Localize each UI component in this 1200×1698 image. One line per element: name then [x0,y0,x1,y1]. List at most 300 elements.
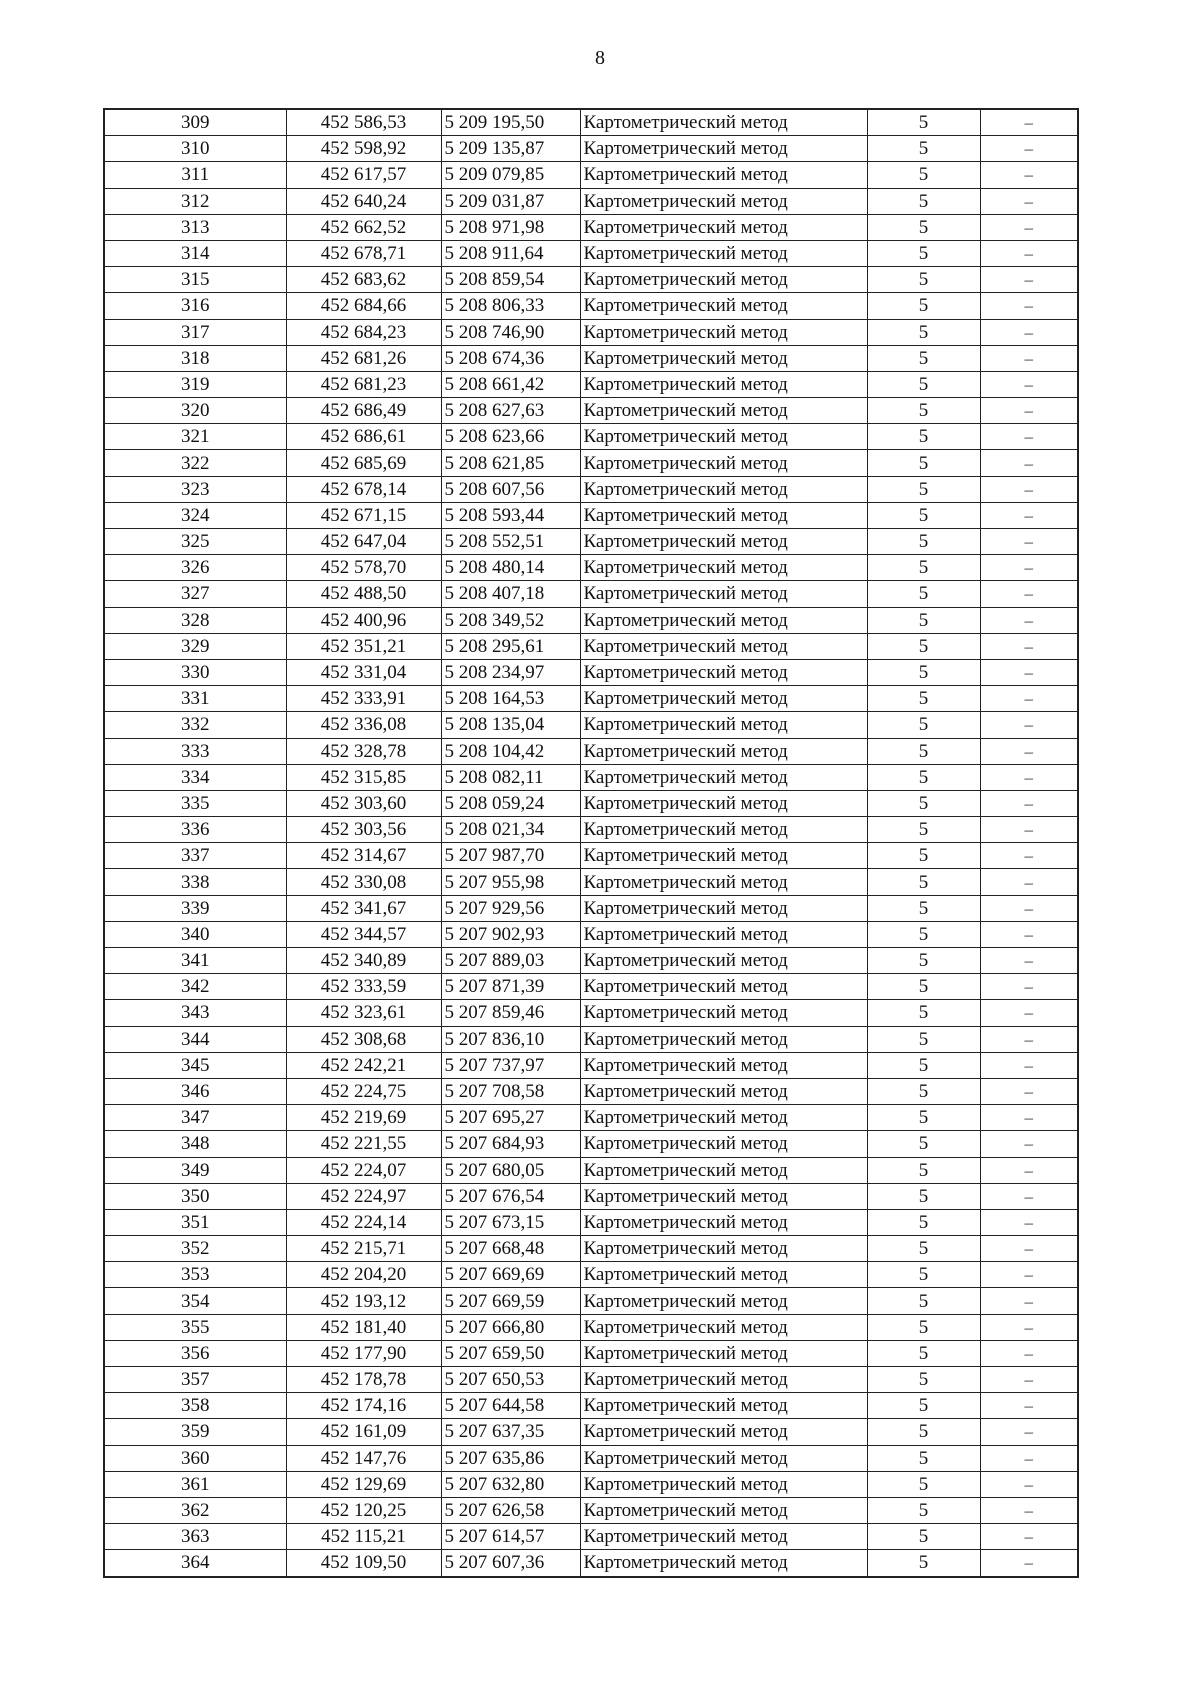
note-cell: – [980,790,1078,816]
method-cell: Картометрический метод [580,450,867,476]
note-cell: – [980,136,1078,162]
coordinate-x-cell: 452 193,12 [286,1288,441,1314]
point-number-cell: 310 [104,136,286,162]
note-cell: – [980,817,1078,843]
table-row [104,607,1078,633]
coordinate-y-cell: 5 209 031,87 [441,188,580,214]
coordinate-y-cell: 5 208 746,90 [441,319,580,345]
table-row [104,555,1078,581]
coordinate-y-cell: 5 208 806,33 [441,293,580,319]
coordinate-x-cell: 452 684,23 [286,319,441,345]
point-number-cell: 333 [104,738,286,764]
accuracy-cell: 5 [867,1550,980,1577]
note-cell: – [980,398,1078,424]
accuracy-cell: 5 [867,1314,980,1340]
point-number-cell: 334 [104,764,286,790]
accuracy-cell: 5 [867,267,980,293]
accuracy-cell: 5 [867,1445,980,1471]
coordinate-y-cell: 5 207 669,69 [441,1262,580,1288]
coordinate-y-cell: 5 207 644,58 [441,1393,580,1419]
note-cell: – [980,921,1078,947]
note-cell: – [980,581,1078,607]
method-cell: Картометрический метод [580,555,867,581]
coordinate-y-cell: 5 207 708,58 [441,1078,580,1104]
coordinate-x-cell: 452 178,78 [286,1367,441,1393]
table-row [104,214,1078,240]
note-cell: – [980,738,1078,764]
method-cell: Картометрический метод [580,109,867,136]
table-row [104,921,1078,947]
accuracy-cell: 5 [867,450,980,476]
note-cell: – [980,319,1078,345]
table-row [104,1393,1078,1419]
point-number-cell: 335 [104,790,286,816]
method-cell: Картометрический метод [580,633,867,659]
coordinate-y-cell: 5 208 059,24 [441,790,580,816]
point-number-cell: 319 [104,371,286,397]
coordinate-y-cell: 5 207 669,59 [441,1288,580,1314]
coordinate-y-cell: 5 209 195,50 [441,109,580,136]
point-number-cell: 337 [104,843,286,869]
note-cell: – [980,293,1078,319]
point-number-cell: 322 [104,450,286,476]
point-number-cell: 326 [104,555,286,581]
accuracy-cell: 5 [867,1419,980,1445]
accuracy-cell: 5 [867,1209,980,1235]
table-row [104,1471,1078,1497]
table-row [104,188,1078,214]
point-number-cell: 329 [104,633,286,659]
point-number-cell: 349 [104,1157,286,1183]
method-cell: Картометрический метод [580,1183,867,1209]
coordinate-y-cell: 5 207 632,80 [441,1471,580,1497]
note-cell: – [980,712,1078,738]
coordinate-x-cell: 452 181,40 [286,1314,441,1340]
coordinate-x-cell: 452 315,85 [286,764,441,790]
coordinate-y-cell: 5 208 164,53 [441,686,580,712]
coordinate-x-cell: 452 681,23 [286,371,441,397]
table-row [104,502,1078,528]
note-cell: – [980,1131,1078,1157]
note-cell: – [980,214,1078,240]
point-number-cell: 328 [104,607,286,633]
accuracy-cell: 5 [867,1183,980,1209]
method-cell: Картометрический метод [580,1209,867,1235]
method-cell: Картометрический метод [580,1052,867,1078]
note-cell: – [980,1209,1078,1235]
method-cell: Картометрический метод [580,869,867,895]
point-number-cell: 313 [104,214,286,240]
table-row [104,790,1078,816]
method-cell: Картометрический метод [580,1105,867,1131]
page-number: 8 [595,47,605,69]
table-row [104,1157,1078,1183]
accuracy-cell: 5 [867,162,980,188]
point-number-cell: 363 [104,1524,286,1550]
coordinate-x-cell: 452 147,76 [286,1445,441,1471]
point-number-cell: 342 [104,974,286,1000]
accuracy-cell: 5 [867,1524,980,1550]
table-row [104,450,1078,476]
accuracy-cell: 5 [867,371,980,397]
method-cell: Картометрический метод [580,1000,867,1026]
coordinate-x-cell: 452 333,91 [286,686,441,712]
accuracy-cell: 5 [867,529,980,555]
coordinate-x-cell: 452 323,61 [286,1000,441,1026]
coordinate-y-cell: 5 207 673,15 [441,1209,580,1235]
method-cell: Картометрический метод [580,581,867,607]
coordinate-y-cell: 5 207 637,35 [441,1419,580,1445]
coordinate-y-cell: 5 207 929,56 [441,895,580,921]
method-cell: Картометрический метод [580,502,867,528]
note-cell: – [980,502,1078,528]
accuracy-cell: 5 [867,1236,980,1262]
table-row [104,1183,1078,1209]
table-row [104,1209,1078,1235]
accuracy-cell: 5 [867,1393,980,1419]
table-row [104,345,1078,371]
coordinate-y-cell: 5 208 593,44 [441,502,580,528]
coordinate-y-cell: 5 207 614,57 [441,1524,580,1550]
coordinates-table [103,108,1079,1578]
method-cell: Картометрический метод [580,1157,867,1183]
table-row [104,293,1078,319]
coordinate-x-cell: 452 129,69 [286,1471,441,1497]
coordinate-y-cell: 5 207 902,93 [441,921,580,947]
accuracy-cell: 5 [867,659,980,685]
note-cell: – [980,686,1078,712]
coordinate-y-cell: 5 207 695,27 [441,1105,580,1131]
point-number-cell: 341 [104,948,286,974]
accuracy-cell: 5 [867,1367,980,1393]
method-cell: Картометрический метод [580,659,867,685]
accuracy-cell: 5 [867,319,980,345]
method-cell: Картометрический метод [580,319,867,345]
method-cell: Картометрический метод [580,1262,867,1288]
coordinate-x-cell: 452 219,69 [286,1105,441,1131]
method-cell: Картометрический метод [580,607,867,633]
accuracy-cell: 5 [867,1471,980,1497]
accuracy-cell: 5 [867,764,980,790]
table-row [104,267,1078,293]
note-cell: – [980,1497,1078,1523]
point-number-cell: 339 [104,895,286,921]
table-row [104,1105,1078,1131]
accuracy-cell: 5 [867,790,980,816]
point-number-cell: 345 [104,1052,286,1078]
coordinate-x-cell: 452 215,71 [286,1236,441,1262]
accuracy-cell: 5 [867,1497,980,1523]
coordinate-x-cell: 452 684,66 [286,293,441,319]
table-row [104,1340,1078,1366]
table-row [104,1000,1078,1026]
accuracy-cell: 5 [867,424,980,450]
method-cell: Картометрический метод [580,1419,867,1445]
table-row [104,240,1078,266]
accuracy-cell: 5 [867,555,980,581]
method-cell: Картометрический метод [580,1524,867,1550]
coordinate-x-cell: 452 686,49 [286,398,441,424]
table-row [104,843,1078,869]
coordinate-x-cell: 452 351,21 [286,633,441,659]
point-number-cell: 336 [104,817,286,843]
accuracy-cell: 5 [867,948,980,974]
point-number-cell: 327 [104,581,286,607]
table-row [104,712,1078,738]
accuracy-cell: 5 [867,843,980,869]
note-cell: – [980,869,1078,895]
coordinate-y-cell: 5 207 859,46 [441,1000,580,1026]
coordinate-x-cell: 452 224,14 [286,1209,441,1235]
coordinate-y-cell: 5 207 737,97 [441,1052,580,1078]
note-cell: – [980,659,1078,685]
coordinate-x-cell: 452 174,16 [286,1393,441,1419]
accuracy-cell: 5 [867,895,980,921]
note-cell: – [980,555,1078,581]
method-cell: Картометрический метод [580,738,867,764]
point-number-cell: 361 [104,1471,286,1497]
note-cell: – [980,607,1078,633]
method-cell: Картометрический метод [580,529,867,555]
note-cell: – [980,1236,1078,1262]
method-cell: Картометрический метод [580,1131,867,1157]
method-cell: Картометрический метод [580,1471,867,1497]
note-cell: – [980,1550,1078,1577]
table-row [104,764,1078,790]
coordinate-x-cell: 452 224,97 [286,1183,441,1209]
coordinate-y-cell: 5 208 295,61 [441,633,580,659]
coordinate-y-cell: 5 208 104,42 [441,738,580,764]
coordinate-y-cell: 5 208 552,51 [441,529,580,555]
table-row [104,1026,1078,1052]
note-cell: – [980,345,1078,371]
note-cell: – [980,476,1078,502]
accuracy-cell: 5 [867,1105,980,1131]
point-number-cell: 315 [104,267,286,293]
table-row [104,659,1078,685]
method-cell: Картометрический метод [580,476,867,502]
method-cell: Картометрический метод [580,398,867,424]
coordinate-x-cell: 452 328,78 [286,738,441,764]
note-cell: – [980,1471,1078,1497]
accuracy-cell: 5 [867,188,980,214]
coordinate-y-cell: 5 208 407,18 [441,581,580,607]
note-cell: – [980,1524,1078,1550]
point-number-cell: 352 [104,1236,286,1262]
accuracy-cell: 5 [867,921,980,947]
method-cell: Картометрический метод [580,1393,867,1419]
point-number-cell: 331 [104,686,286,712]
method-cell: Картометрический метод [580,1026,867,1052]
accuracy-cell: 5 [867,1288,980,1314]
note-cell: – [980,1262,1078,1288]
coordinate-y-cell: 5 207 607,36 [441,1550,580,1577]
accuracy-cell: 5 [867,974,980,1000]
note-cell: – [980,1157,1078,1183]
note-cell: – [980,371,1078,397]
method-cell: Картометрический метод [580,1367,867,1393]
accuracy-cell: 5 [867,712,980,738]
coordinate-y-cell: 5 207 680,05 [441,1157,580,1183]
accuracy-cell: 5 [867,686,980,712]
coordinate-y-cell: 5 207 659,50 [441,1340,580,1366]
coordinate-x-cell: 452 224,07 [286,1157,441,1183]
method-cell: Картометрический метод [580,1340,867,1366]
coordinate-y-cell: 5 208 480,14 [441,555,580,581]
point-number-cell: 332 [104,712,286,738]
method-cell: Картометрический метод [580,1445,867,1471]
coordinate-x-cell: 452 671,15 [286,502,441,528]
coordinate-y-cell: 5 207 987,70 [441,843,580,869]
coordinate-y-cell: 5 208 971,98 [441,214,580,240]
accuracy-cell: 5 [867,109,980,136]
coordinate-x-cell: 452 314,67 [286,843,441,869]
coordinate-x-cell: 452 308,68 [286,1026,441,1052]
method-cell: Картометрический метод [580,214,867,240]
coordinate-x-cell: 452 678,71 [286,240,441,266]
table-row [104,109,1078,136]
accuracy-cell: 5 [867,345,980,371]
table-row [104,974,1078,1000]
table-row [104,1524,1078,1550]
coordinate-x-cell: 452 488,50 [286,581,441,607]
accuracy-cell: 5 [867,293,980,319]
accuracy-cell: 5 [867,476,980,502]
point-number-cell: 324 [104,502,286,528]
accuracy-cell: 5 [867,398,980,424]
coordinate-x-cell: 452 221,55 [286,1131,441,1157]
coordinate-x-cell: 452 640,24 [286,188,441,214]
coordinate-y-cell: 5 208 349,52 [441,607,580,633]
note-cell: – [980,1000,1078,1026]
method-cell: Картометрический метод [580,188,867,214]
note-cell: – [980,240,1078,266]
table-row [104,1314,1078,1340]
method-cell: Картометрический метод [580,948,867,974]
point-number-cell: 344 [104,1026,286,1052]
point-number-cell: 348 [104,1131,286,1157]
point-number-cell: 318 [104,345,286,371]
table-row [104,1497,1078,1523]
point-number-cell: 309 [104,109,286,136]
coordinate-y-cell: 5 207 676,54 [441,1183,580,1209]
note-cell: – [980,1340,1078,1366]
coordinate-x-cell: 452 340,89 [286,948,441,974]
method-cell: Картометрический метод [580,136,867,162]
point-number-cell: 320 [104,398,286,424]
coordinate-y-cell: 5 207 871,39 [441,974,580,1000]
accuracy-cell: 5 [867,214,980,240]
accuracy-cell: 5 [867,1052,980,1078]
coordinate-x-cell: 452 224,75 [286,1078,441,1104]
point-number-cell: 358 [104,1393,286,1419]
accuracy-cell: 5 [867,607,980,633]
coordinate-x-cell: 452 336,08 [286,712,441,738]
coordinate-x-cell: 452 303,56 [286,817,441,843]
accuracy-cell: 5 [867,633,980,659]
coordinate-x-cell: 452 120,25 [286,1497,441,1523]
coordinate-x-cell: 452 333,59 [286,974,441,1000]
table-row [104,817,1078,843]
table-row [104,1288,1078,1314]
coordinate-y-cell: 5 207 626,58 [441,1497,580,1523]
point-number-cell: 350 [104,1183,286,1209]
coordinate-x-cell: 452 177,90 [286,1340,441,1366]
method-cell: Картометрический метод [580,974,867,1000]
point-number-cell: 362 [104,1497,286,1523]
coordinate-y-cell: 5 208 135,04 [441,712,580,738]
coordinate-x-cell: 452 331,04 [286,659,441,685]
table-row [104,371,1078,397]
point-number-cell: 354 [104,1288,286,1314]
accuracy-cell: 5 [867,817,980,843]
accuracy-cell: 5 [867,240,980,266]
coordinate-x-cell: 452 683,62 [286,267,441,293]
table-row [104,581,1078,607]
method-cell: Картометрический метод [580,267,867,293]
method-cell: Картометрический метод [580,424,867,450]
accuracy-cell: 5 [867,1262,980,1288]
table-row [104,1078,1078,1104]
method-cell: Картометрический метод [580,1078,867,1104]
accuracy-cell: 5 [867,136,980,162]
point-number-cell: 364 [104,1550,286,1577]
point-number-cell: 359 [104,1419,286,1445]
note-cell: – [980,109,1078,136]
note-cell: – [980,1367,1078,1393]
coordinate-y-cell: 5 208 021,34 [441,817,580,843]
method-cell: Картометрический метод [580,240,867,266]
point-number-cell: 351 [104,1209,286,1235]
coordinate-x-cell: 452 586,53 [286,109,441,136]
coordinate-x-cell: 452 330,08 [286,869,441,895]
note-cell: – [980,1445,1078,1471]
accuracy-cell: 5 [867,869,980,895]
note-cell: – [980,162,1078,188]
coordinate-x-cell: 452 685,69 [286,450,441,476]
method-cell: Картометрический метод [580,764,867,790]
point-number-cell: 353 [104,1262,286,1288]
coordinate-x-cell: 452 115,21 [286,1524,441,1550]
coordinate-y-cell: 5 208 627,63 [441,398,580,424]
coordinate-x-cell: 452 647,04 [286,529,441,555]
table-row [104,1262,1078,1288]
coordinate-y-cell: 5 208 661,42 [441,371,580,397]
table-row [104,1236,1078,1262]
note-cell: – [980,1183,1078,1209]
coordinate-y-cell: 5 207 635,86 [441,1445,580,1471]
accuracy-cell: 5 [867,502,980,528]
table-row [104,319,1078,345]
coordinate-y-cell: 5 207 955,98 [441,869,580,895]
note-cell: – [980,764,1078,790]
method-cell: Картометрический метод [580,345,867,371]
method-cell: Картометрический метод [580,921,867,947]
coordinate-x-cell: 452 161,09 [286,1419,441,1445]
coordinate-y-cell: 5 207 650,53 [441,1367,580,1393]
note-cell: – [980,1026,1078,1052]
accuracy-cell: 5 [867,738,980,764]
note-cell: – [980,843,1078,869]
coordinate-y-cell: 5 208 859,54 [441,267,580,293]
point-number-cell: 312 [104,188,286,214]
note-cell: – [980,424,1078,450]
note-cell: – [980,1288,1078,1314]
note-cell: – [980,948,1078,974]
coordinate-x-cell: 452 109,50 [286,1550,441,1577]
table-row [104,1550,1078,1577]
table-row [104,895,1078,921]
